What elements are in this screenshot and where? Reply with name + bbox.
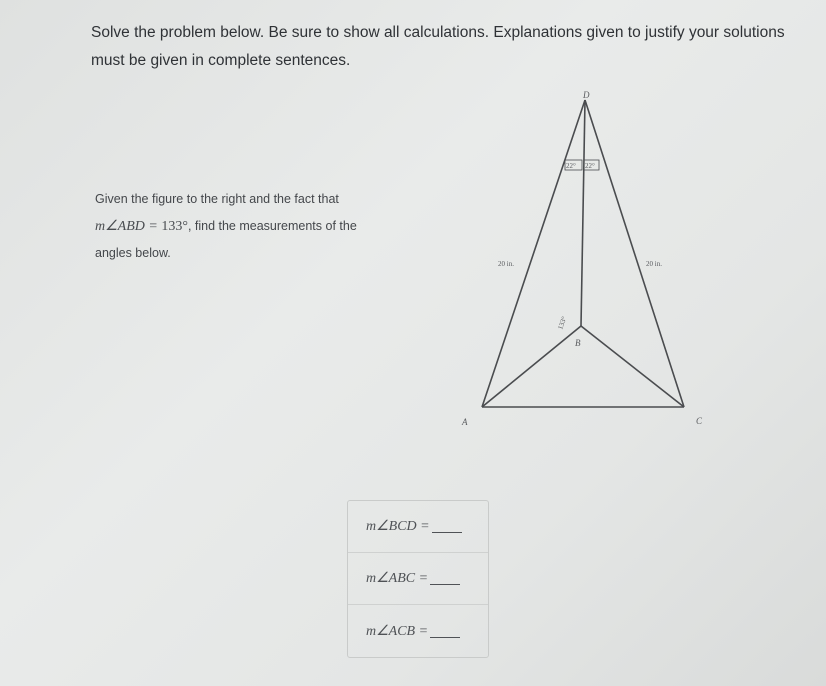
label-angle-left: 22°	[566, 162, 576, 170]
answer-row-abc	[348, 553, 488, 605]
label-angle-abd: 133°	[556, 315, 569, 331]
given-line-1: Given the figure to the right and the fact that	[95, 192, 339, 206]
label-side-left: 20 in.	[498, 260, 514, 268]
answer-label-abc: m∠ABC =	[366, 571, 429, 586]
segment-db	[581, 100, 585, 326]
given-line-2-suffix: , find the measurements of the	[187, 219, 357, 233]
label-side-right: 20 in.	[646, 260, 662, 268]
given-statement	[95, 186, 425, 267]
label-b: B	[575, 338, 581, 348]
segment-da	[482, 100, 585, 407]
label-a: A	[462, 417, 468, 427]
answer-label-acb: m∠ACB =	[366, 623, 429, 639]
segment-bc	[581, 326, 684, 407]
answer-blank-abc[interactable]	[430, 572, 460, 585]
segment-dc	[585, 100, 684, 407]
given-angle-name: m∠ABD =	[95, 219, 162, 234]
given-angle-value: 133°	[161, 219, 188, 234]
answer-row-acb	[348, 605, 488, 657]
label-c: C	[696, 416, 703, 426]
answer-blank-acb[interactable]	[430, 625, 460, 638]
given-angle-expression	[95, 219, 188, 234]
problem-instructions: Solve the problem below. Be sure to show all calculations. Explanations given to justify your solutions must be given in complete sentences.	[91, 24, 785, 69]
label-angle-right: 22°	[585, 162, 595, 170]
answer-blank-bcd[interactable]	[432, 520, 462, 533]
given-line-3: angles below.	[95, 246, 171, 260]
answer-row-bcd	[348, 501, 488, 553]
given-line-2	[95, 213, 425, 240]
answer-label-bcd: m∠BCD =	[366, 519, 430, 534]
segment-ab	[482, 326, 581, 407]
geometry-figure	[462, 80, 730, 440]
answer-box	[347, 500, 489, 658]
label-d: D	[583, 90, 590, 100]
